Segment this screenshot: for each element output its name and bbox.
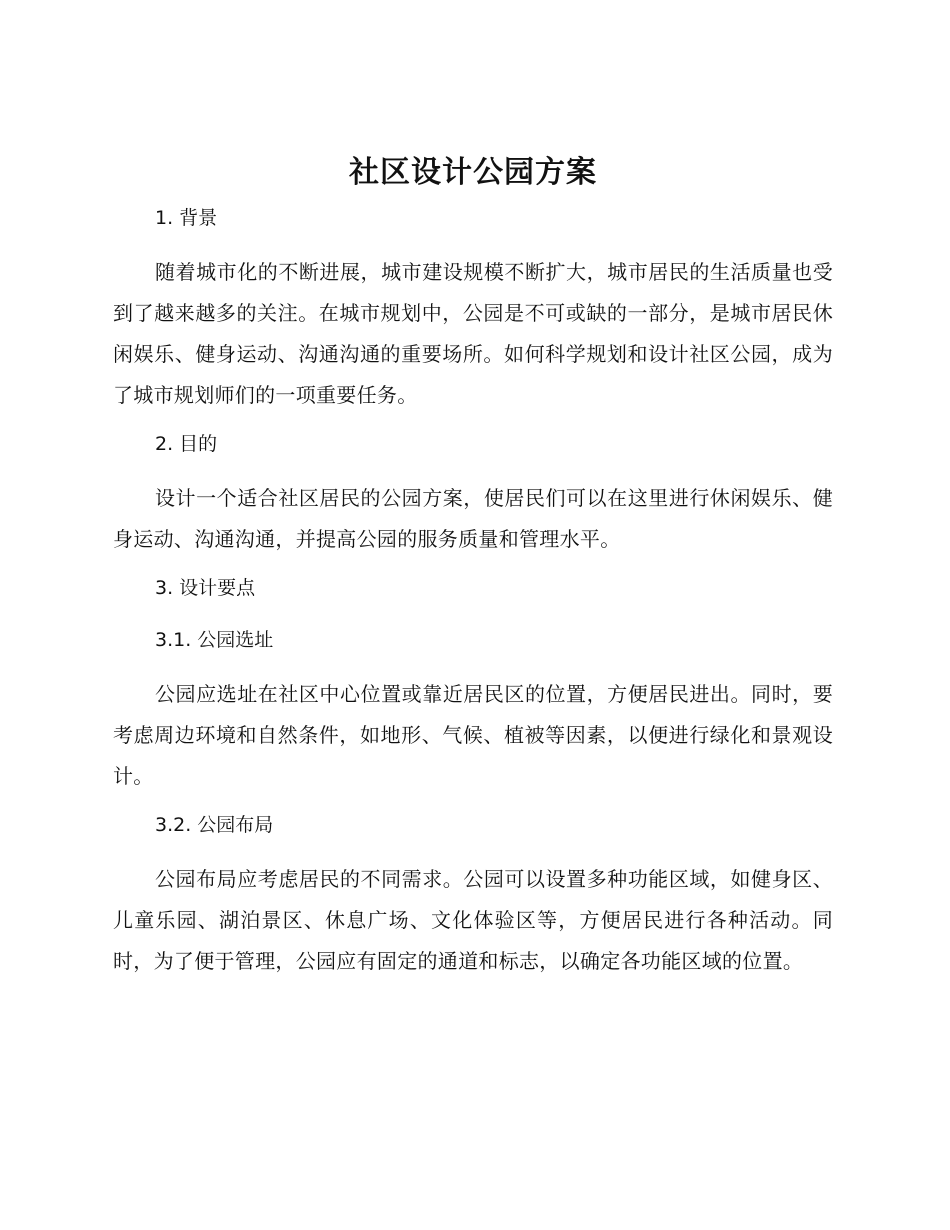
section-heading-background: 1. 背景 <box>155 207 218 229</box>
section-paragraph-site-selection: 公园应选址在社区中心位置或靠近居民区的位置，方便居民进出。同时，要考虑周边环境和自然条件，如地形、气候、植被等因素，以便进行绿化和景观设计。 <box>113 682 833 788</box>
section-paragraph-purpose: 设计一个适合社区居民的公园方案，使居民们可以在这里进行休闲娱乐、健身运动、沟通沟通，并提高公园的服务质量和管理水平。 <box>113 486 833 551</box>
section-paragraph-layout: 公园布局应考虑居民的不同需求。公园可以设置多种功能区域，如健身区、儿童乐园、湖泊景区、休息广场、文化体验区等，方便居民进行各种活动。同时，为了便于管理，公园应有固定的通道和标志，以确定各功能区域的位置。 <box>113 867 833 973</box>
section-heading-layout: 3.2. 公园布局 <box>155 814 274 836</box>
section-paragraph-background: 随着城市化的不断进展，城市建设规模不断扩大，城市居民的生活质量也受到了越来越多的关注。在城市规划中，公园是不可或缺的一部分，是城市居民休闲娱乐、健身运动、沟通沟通的重要场所。如何科学规划和设计社区公园，成为了城市规划师们的一项重要任务。 <box>113 260 833 407</box>
section-heading-purpose: 2. 目的 <box>155 433 218 455</box>
document-title: 社区设计公园方案 <box>349 155 597 190</box>
section-heading-site-selection: 3.1. 公园选址 <box>155 629 274 651</box>
section-heading-design-points: 3. 设计要点 <box>155 577 256 599</box>
document-page <box>113 148 833 992</box>
